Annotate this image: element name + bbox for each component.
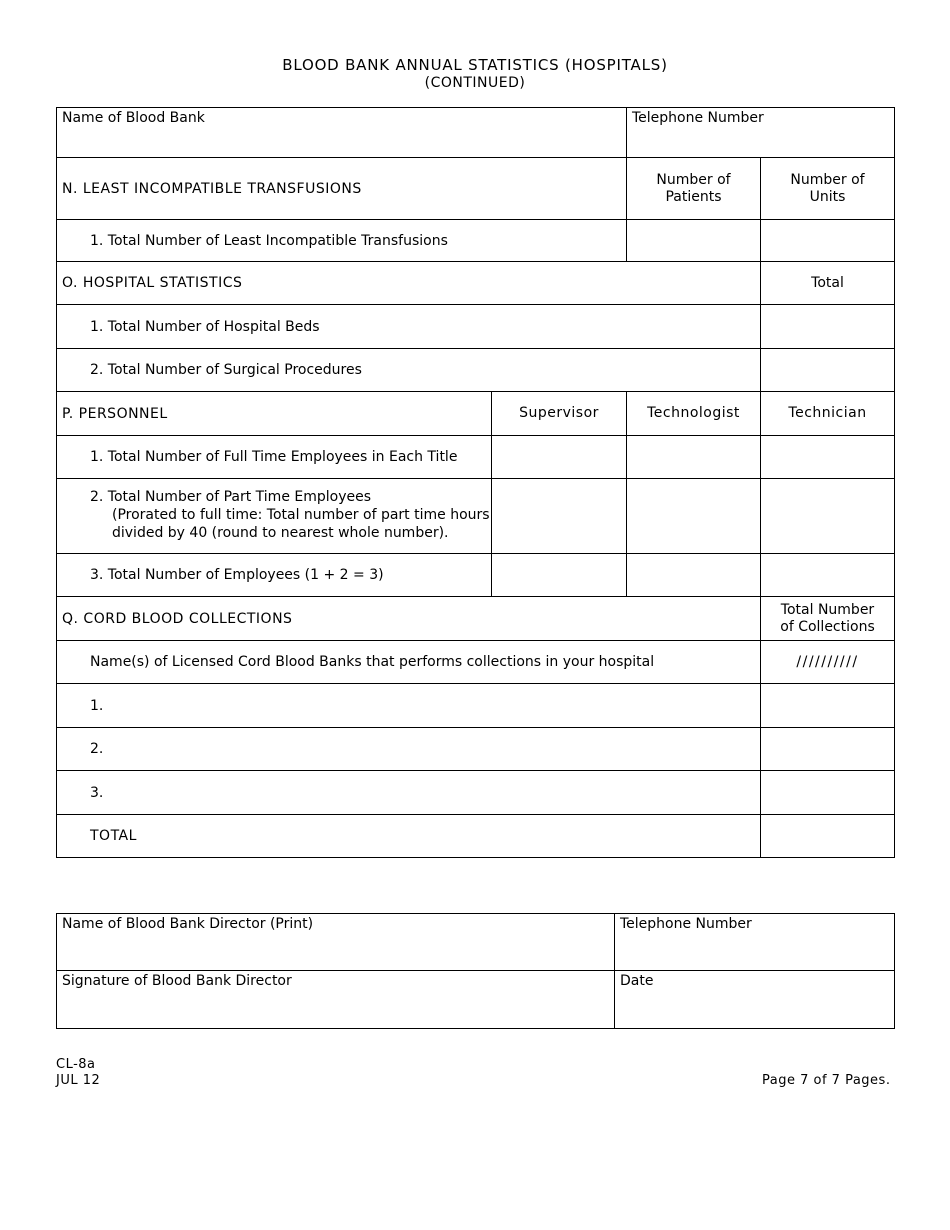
cord-blood-banks-names-row [56, 640, 761, 684]
least-incompatible-transfusions-label: 1. Total Number of Least Incompatible Transfusions [90, 232, 448, 249]
col-total-collections: Total Number of Collections [760, 596, 895, 641]
col-technician: Technician [760, 391, 895, 436]
cord-blood-bank-3-name-input[interactable] [56, 770, 761, 815]
director-signature-label: Signature of Blood Bank Director [62, 973, 292, 989]
cord-blood-banks-names-label: Name(s) of Licensed Cord Blood Banks that performs collections in your hospital [90, 654, 655, 670]
part-time-note-line-1: (Prorated to full time: Total number of part time hours [112, 507, 490, 523]
full-time-technologist-input[interactable] [626, 435, 761, 479]
col-total: Total [760, 261, 895, 305]
total-technician-input[interactable] [760, 553, 895, 597]
section-p-row-1 [56, 435, 492, 479]
surgical-procedures-input[interactable] [760, 348, 895, 392]
section-p-header [56, 391, 492, 436]
section-o-header [56, 261, 761, 305]
part-time-note-line-2: divided by 40 (round to nearest whole number). [112, 525, 449, 541]
least-incompatible-patients-input[interactable] [626, 219, 761, 262]
form-code: CL-8a [56, 1057, 96, 1072]
director-telephone-field[interactable] [614, 913, 895, 971]
blood-bank-name-field[interactable] [56, 107, 627, 158]
telephone-field[interactable] [626, 107, 895, 158]
col-number-of-patients: Number of Patients [626, 157, 761, 220]
hospital-beds-label: 1. Total Number of Hospital Beds [90, 318, 320, 335]
full-time-technician-input[interactable] [760, 435, 895, 479]
telephone-label: Telephone Number [632, 110, 764, 126]
item-2-label: 2. [90, 741, 104, 757]
section-q-title: Q. CORD BLOOD COLLECTIONS [62, 610, 293, 627]
part-time-technologist-input[interactable] [626, 478, 761, 554]
cord-blood-bank-3-total-input[interactable] [760, 770, 895, 815]
cord-blood-bank-2-total-input[interactable] [760, 727, 895, 771]
director-signature-field[interactable] [56, 970, 615, 1029]
total-technologist-input[interactable] [626, 553, 761, 597]
form-title: BLOOD BANK ANNUAL STATISTICS (HOSPITALS) [282, 56, 668, 74]
section-n-title: N. LEAST INCOMPATIBLE TRANSFUSIONS [62, 180, 362, 197]
director-telephone-label: Telephone Number [620, 916, 752, 932]
section-o-title: O. HOSPITAL STATISTICS [62, 275, 243, 291]
slashes-cell: ////////// [760, 640, 895, 684]
cord-blood-total-row [56, 814, 761, 858]
part-time-technician-input[interactable] [760, 478, 895, 554]
total-label: TOTAL [90, 828, 137, 844]
part-time-employees-label: 2. Total Number of Part Time Employees [90, 489, 372, 505]
section-o-row-1 [56, 304, 761, 349]
col-number-of-units: Number of Units [760, 157, 895, 220]
cord-blood-bank-1-total-input[interactable] [760, 683, 895, 728]
full-time-supervisor-input[interactable] [491, 435, 627, 479]
date-field[interactable] [614, 970, 895, 1029]
blood-bank-name-label: Name of Blood Bank [62, 110, 205, 126]
page-number: Page 7 of 7 Pages. [762, 1073, 891, 1088]
section-q-header [56, 596, 761, 641]
section-p-row-2 [56, 478, 492, 554]
cord-blood-bank-2-name-input[interactable] [56, 727, 761, 771]
director-name-field[interactable] [56, 913, 615, 971]
date-label: Date [620, 973, 654, 989]
section-p-title: P. PERSONNEL [62, 405, 168, 422]
section-o-row-2 [56, 348, 761, 392]
hospital-beds-input[interactable] [760, 304, 895, 349]
form-date: JUL 12 [56, 1073, 101, 1088]
col-supervisor: Supervisor [491, 391, 627, 436]
cord-blood-bank-1-name-input[interactable] [56, 683, 761, 728]
cord-blood-total-input[interactable] [760, 814, 895, 858]
form-subtitle: (CONTINUED) [424, 75, 526, 91]
least-incompatible-units-input[interactable] [760, 219, 895, 262]
col-technologist: Technologist [626, 391, 761, 436]
part-time-supervisor-input[interactable] [491, 478, 627, 554]
surgical-procedures-label: 2. Total Number of Surgical Procedures [90, 362, 362, 378]
item-1-label: 1. [90, 697, 104, 714]
total-supervisor-input[interactable] [491, 553, 627, 597]
director-name-label: Name of Blood Bank Director (Print) [62, 916, 314, 932]
item-3-label: 3. [90, 784, 104, 801]
total-employees-label: 3. Total Number of Employees (1 + 2 = 3) [90, 567, 384, 583]
section-p-row-3 [56, 553, 492, 597]
full-time-employees-label: 1. Total Number of Full Time Employees in Each Title [90, 449, 458, 465]
section-n-header [56, 157, 627, 220]
section-n-row-1 [56, 219, 627, 262]
